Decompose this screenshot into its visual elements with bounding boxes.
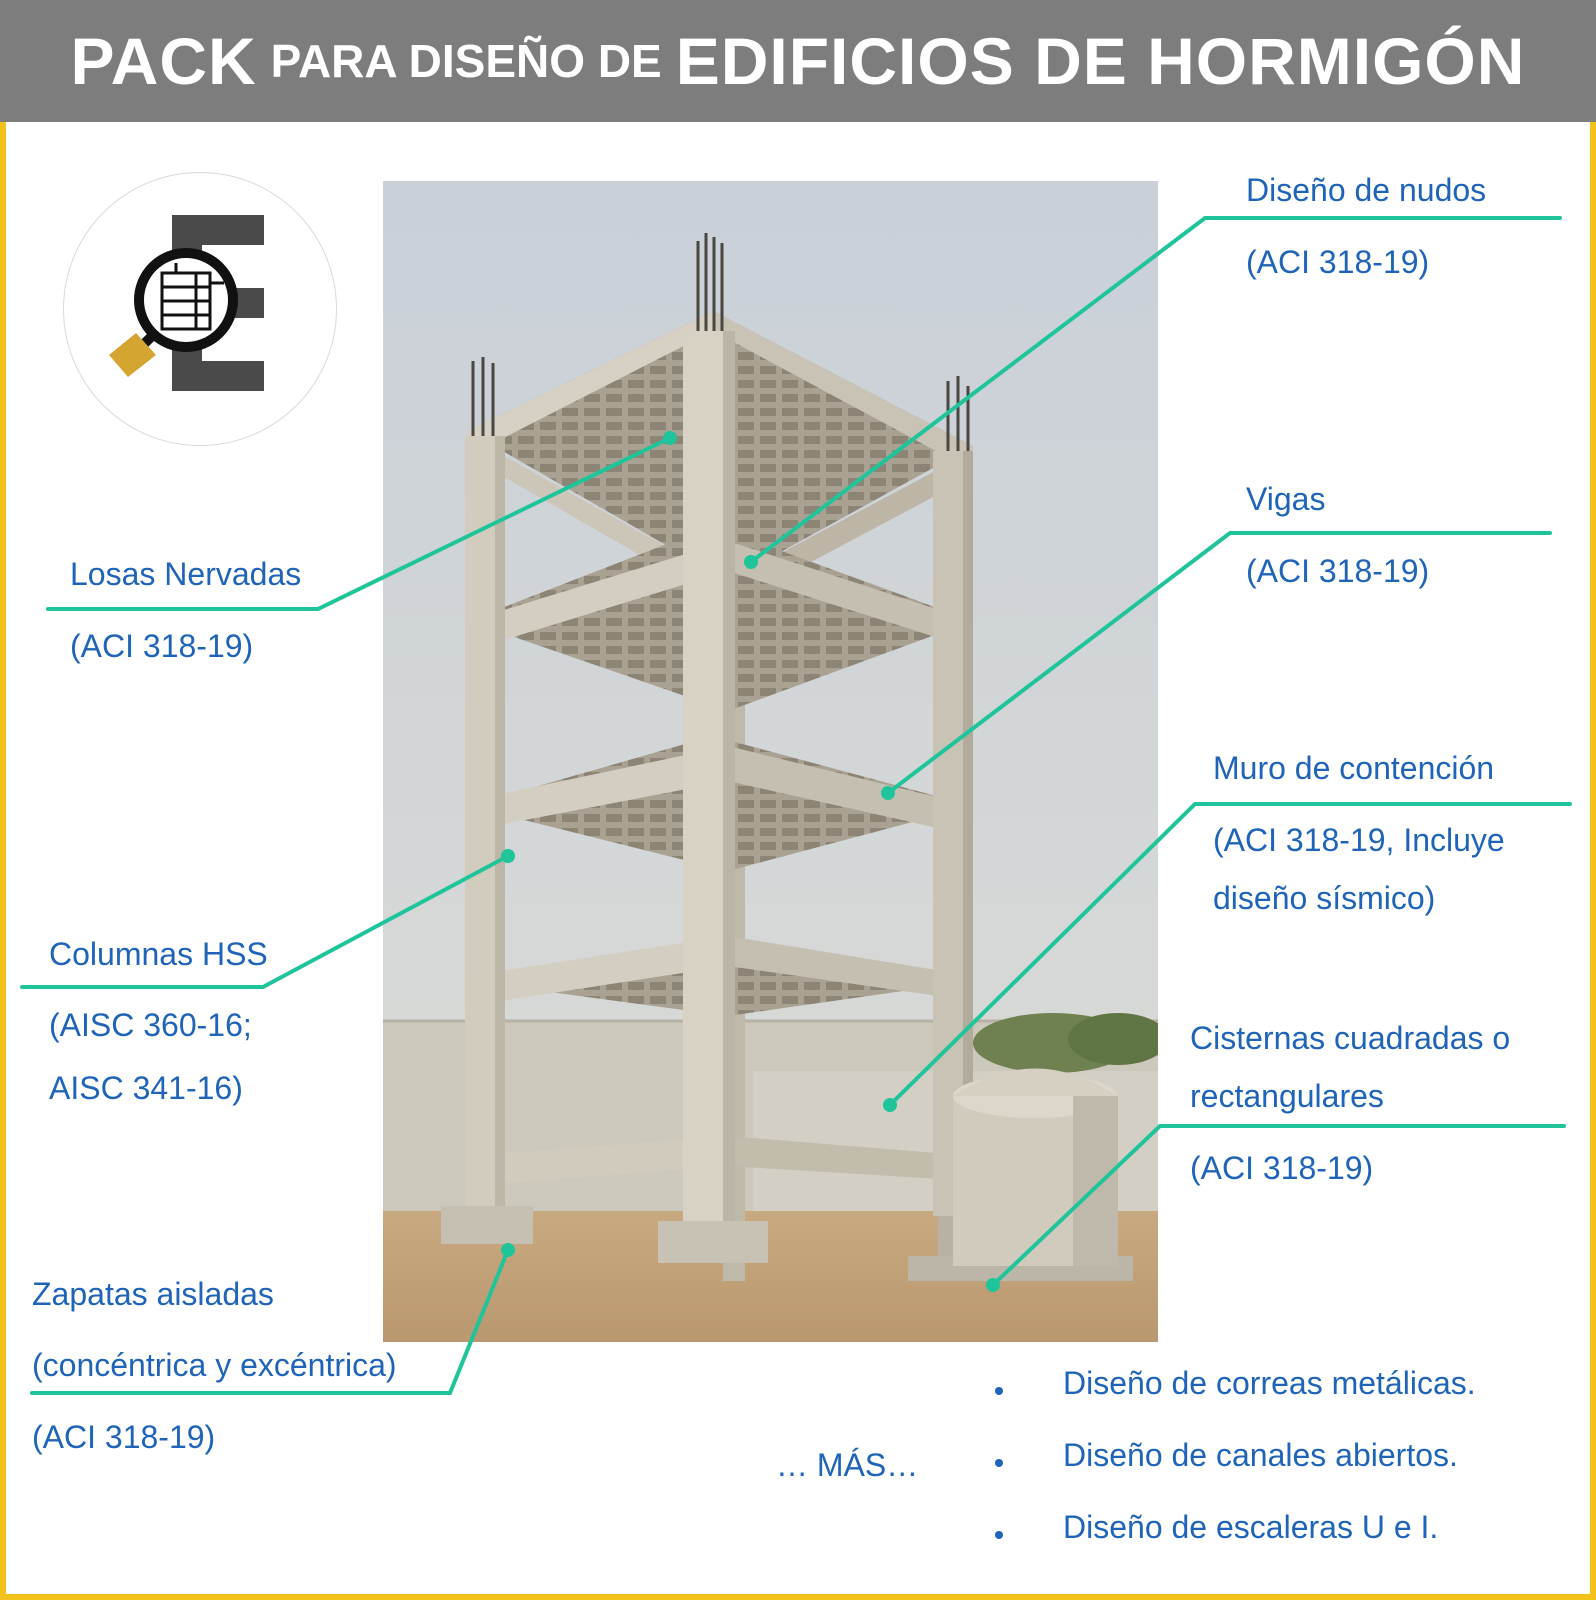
title-para-diseno: PARA DISEÑO DE <box>270 35 662 87</box>
title-edificios: EDIFICIOS DE HORMIGÓN <box>675 24 1526 98</box>
bullet-icon <box>995 1459 1003 1467</box>
label-losas-code: (ACI 318-19) <box>70 628 254 664</box>
label-zapatas-code: (ACI 318-19) <box>32 1419 216 1455</box>
label-diseno-nudos-code: (ACI 318-19) <box>1246 244 1430 280</box>
title-banner <box>0 0 1596 122</box>
building-photo <box>383 181 1158 1342</box>
logo-circle <box>63 172 337 446</box>
label-columnas-hss: Columnas HSS <box>49 936 268 972</box>
label-losas-nervadas: Losas Nervadas <box>70 556 302 592</box>
label-cisternas-1: Cisternas cuadradas o <box>1190 1020 1511 1056</box>
label-columnas-code-2: AISC 341-16) <box>49 1070 243 1106</box>
label-vigas: Vigas <box>1246 481 1326 517</box>
label-muro-code-1: (ACI 318-19, Incluye <box>1213 822 1505 858</box>
label-cisternas-2: rectangulares <box>1190 1078 1384 1114</box>
label-mas: … MÁS… <box>776 1447 919 1483</box>
bullet-icon <box>995 1387 1003 1395</box>
label-zapatas: Zapatas aisladas <box>32 1276 274 1312</box>
label-cisternas-code: (ACI 318-19) <box>1190 1150 1374 1186</box>
title-pack: PACK <box>70 24 257 98</box>
label-muro-code-2: diseño sísmico) <box>1213 880 1436 916</box>
label-diseno-nudos: Diseño de nudos <box>1246 172 1487 208</box>
label-vigas-code: (ACI 318-19) <box>1246 553 1430 589</box>
concrete-frame-building-image <box>383 181 1158 1342</box>
label-columnas-code-1: (AISC 360-16; <box>49 1007 252 1043</box>
bullet-icon <box>995 1531 1003 1539</box>
magnifier-e-logo-icon <box>64 173 336 445</box>
label-muro-contencion: Muro de contención <box>1213 750 1495 786</box>
label-zapatas-sub: (concéntrica y excéntrica) <box>32 1347 397 1383</box>
